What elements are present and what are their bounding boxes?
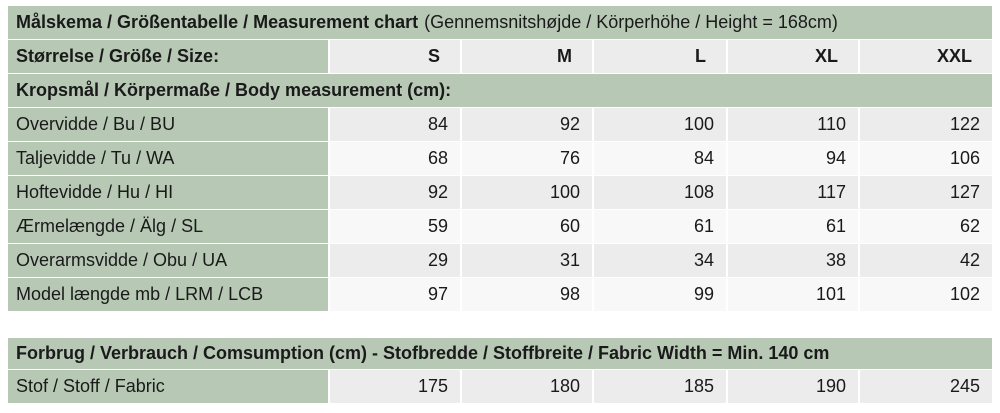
size-header-m: M (462, 40, 594, 73)
size-header-l: L (594, 40, 728, 73)
row-label: Stof / Stoff / Fabric (8, 370, 330, 403)
fabric-title: Forbrug / Verbrauch / Comsumption (cm) - Stofbredde / Stoffbreite / Fabric Width = Min. 140 cm (8, 338, 992, 369)
table-cell: 122 (860, 108, 992, 141)
row-label: Hoftevidde / Hu / HI (8, 176, 330, 209)
row-label: Taljevidde / Tu / WA (8, 142, 330, 175)
table-cell: 92 (462, 108, 594, 141)
table-cell: 106 (860, 142, 992, 175)
table-cell: 102 (860, 278, 992, 311)
table-title-cell (8, 6, 992, 39)
table-cell: 99 (594, 278, 728, 311)
table-cell: 60 (462, 210, 594, 243)
size-label: Størrelse / Größe / Size: (8, 40, 330, 73)
table-cell: 101 (728, 278, 860, 311)
measurement-table (8, 6, 992, 312)
table-cell: 108 (594, 176, 728, 209)
table-cell: 180 (462, 370, 594, 403)
table-cell: 190 (728, 370, 860, 403)
table-row (8, 244, 992, 278)
table-cell: 61 (728, 210, 860, 243)
table-cell: 59 (330, 210, 462, 243)
table-row (8, 142, 992, 176)
table-row (8, 108, 992, 142)
table-cell: 38 (728, 244, 860, 277)
table-row (8, 176, 992, 210)
table-cell: 97 (330, 278, 462, 311)
table-cell: 68 (330, 142, 462, 175)
table-cell: 92 (330, 176, 462, 209)
table-cell: 94 (728, 142, 860, 175)
table-cell: 31 (462, 244, 594, 277)
row-label: Overvidde / Bu / BU (8, 108, 330, 141)
title-row (8, 6, 992, 40)
table-row (8, 370, 992, 404)
table-cell: 42 (860, 244, 992, 277)
table-cell: 76 (462, 142, 594, 175)
section-row (8, 74, 992, 108)
size-header-s: S (330, 40, 462, 73)
table-cell: 100 (462, 176, 594, 209)
body-measurement-heading: Kropsmål / Körpermaße / Body measurement (cm): (8, 74, 992, 107)
table-cell: 61 (594, 210, 728, 243)
row-label: Overarmsvidde / Obu / UA (8, 244, 330, 277)
table-cell: 175 (330, 370, 462, 403)
table-cell: 185 (594, 370, 728, 403)
table-row (8, 278, 992, 312)
table-cell: 34 (594, 244, 728, 277)
table-cell: 100 (594, 108, 728, 141)
table-title-note: (Gennemsnitshøjde / Körperhöhe / Height = 168cm) (424, 12, 838, 32)
row-label: Ærmelængde / Älg / SL (8, 210, 330, 243)
table-cell: 245 (860, 370, 992, 403)
table-cell: 117 (728, 176, 860, 209)
fabric-title-row (8, 338, 992, 370)
table-cell: 62 (860, 210, 992, 243)
row-label: Model længde mb / LRM / LCB (8, 278, 330, 311)
table-cell: 29 (330, 244, 462, 277)
table-row (8, 210, 992, 244)
table-title: Målskema / Größentabelle / Measurement chart (16, 12, 419, 32)
size-header-row (8, 40, 992, 74)
fabric-table (8, 338, 992, 404)
table-cell: 98 (462, 278, 594, 311)
size-header-xl: XL (728, 40, 860, 73)
table-cell: 84 (330, 108, 462, 141)
size-header-xxl: XXL (860, 40, 992, 73)
table-cell: 127 (860, 176, 992, 209)
table-cell: 110 (728, 108, 860, 141)
table-cell: 84 (594, 142, 728, 175)
